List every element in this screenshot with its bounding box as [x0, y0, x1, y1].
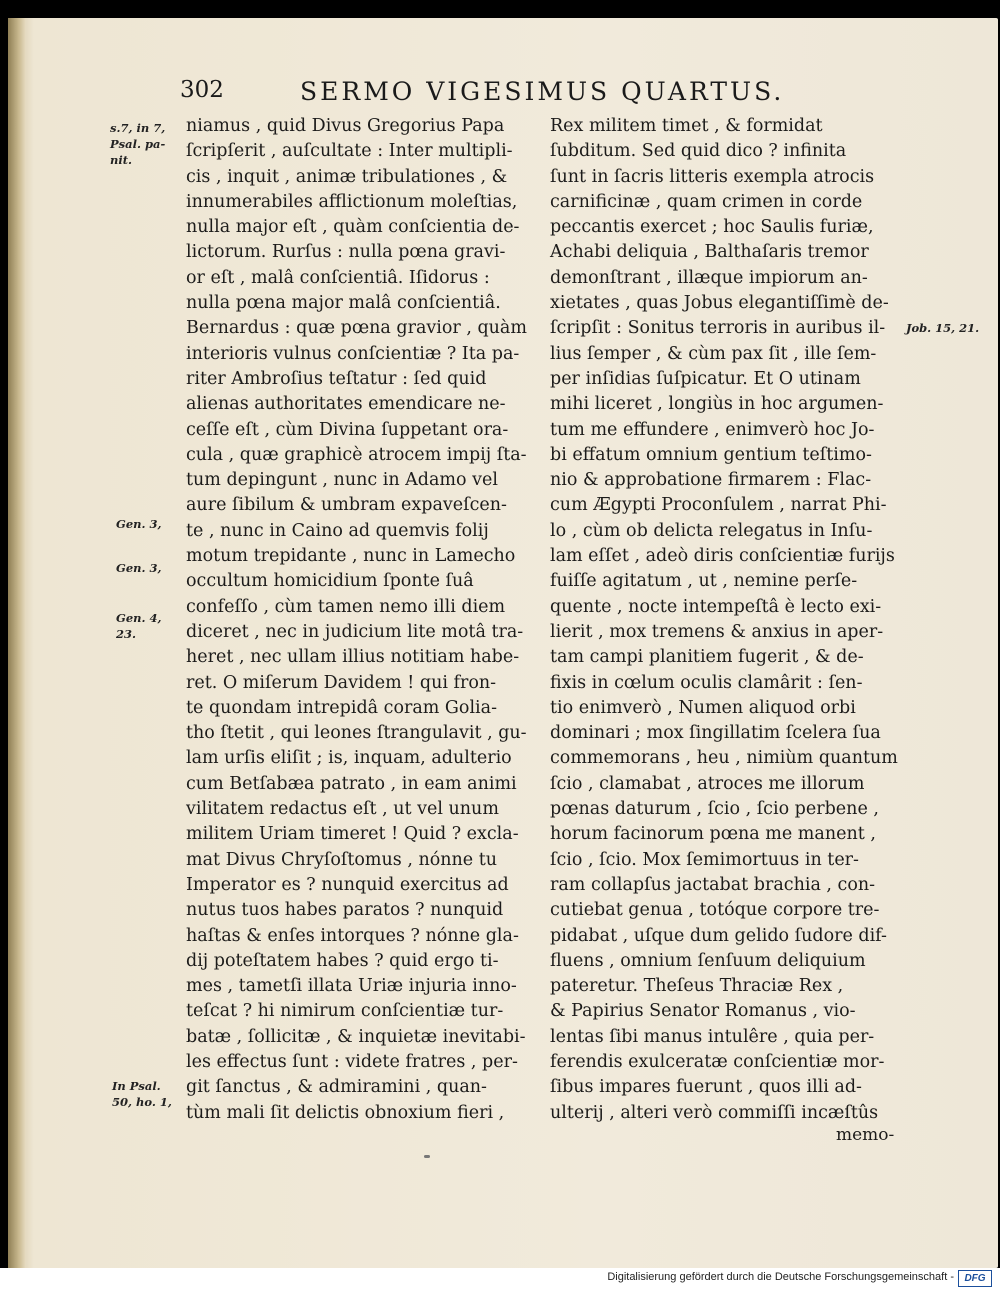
- text-line: riter Ambroſius teſtatur : ſed quid: [186, 368, 487, 389]
- text-line: tam campi planitiem fugerit , & de-: [550, 647, 864, 668]
- text-line: fluens , omnium ſenſuum deliquium: [550, 950, 866, 971]
- text-line: tum depingunt , nunc in Adamo vel: [186, 470, 498, 491]
- text-line: pœnas daturum , ſcio , ſcio perbene ,: [550, 799, 879, 820]
- text-line: demonſtrant , illæque impiorum an-: [550, 267, 868, 288]
- text-line: batæ , ſollicitæ , & inquietæ inevitabi-: [186, 1026, 526, 1047]
- text-line: nulla pœna major malâ conſcientiâ.: [186, 293, 501, 314]
- page-gutter: [8, 18, 26, 1268]
- text-line: nutus tuos habes paratos ? nunquid: [186, 900, 504, 921]
- text-line: tùm mali ſit delictis obnoxium fieri ,: [186, 1102, 505, 1123]
- text-line: Achabi deliquia , Balthaſaris tremor: [550, 242, 869, 263]
- text-line: confeſſo , cùm tamen nemo illi diem: [186, 596, 506, 617]
- text-line: pateretur. Theſeus Thraciæ Rex ,: [550, 976, 844, 997]
- text-line: or eſt , malâ conſcientiâ. Iſidorus :: [186, 267, 490, 288]
- text-line: per inſidias ſuſpicatur. Et O utinam: [550, 368, 861, 389]
- text-line: ret. O miſerum Davidem ! qui fron-: [186, 672, 497, 693]
- text-line: pidabat , uſque dum gelido ſudore dif-: [550, 925, 887, 946]
- text-line: ſcio , clamabat , atroces me illorum: [550, 773, 865, 794]
- text-line: lo , cùm ob delicta relegatus in Inſu-: [550, 520, 873, 541]
- text-line: mes , tametſi illata Uriæ injuria inno-: [186, 976, 517, 997]
- right-text-column: [550, 114, 902, 1126]
- text-line: ferendis exulceratæ conſcientiæ mor-: [550, 1051, 885, 1072]
- text-line: mihi liceret , longiùs in hoc argumen-: [550, 394, 884, 415]
- text-line: cula , quæ graphicè atrocem impij ſta-: [186, 444, 527, 465]
- text-line: lierit , mox tremens & anxius in aper-: [550, 621, 884, 642]
- text-line: cum Ægypti Proconſulem , narrat Phi-: [550, 495, 887, 516]
- text-line: ſibus impares fuerunt , quos illi ad-: [550, 1077, 862, 1098]
- text-line: te quondam intrepidâ coram Golia-: [186, 697, 497, 718]
- text-line: nulla major eſt , quàm conſcientia de-: [186, 217, 520, 238]
- margin-note-5: Job. 15, 21.: [906, 321, 980, 335]
- text-line: ulterij , alteri verò commiſſi incæſtûs: [550, 1102, 879, 1123]
- text-line: ſcripſerit , auſcultate : Inter multipli-: [186, 141, 513, 162]
- text-line: ſubditum. Sed quid dico ? infinita: [550, 141, 847, 162]
- text-line: dominari ; mox ſingillatim ſcelera ſua: [550, 723, 881, 744]
- text-line: te , nunc in Caino ad quemvis folij: [186, 520, 489, 541]
- text-line: lentas ſibi manus intulêre , quia per-: [550, 1026, 875, 1047]
- text-line: cum Betſabæa patrato , in eam animi: [186, 773, 517, 794]
- footer-bar: [0, 1268, 1000, 1289]
- text-line: cutiebat genua , totóque corpore tre-: [550, 900, 880, 921]
- text-line: militem Uriam timeret ! Quid ? excla-: [186, 824, 519, 845]
- text-line: commemorans , heu , nimiùm quantum: [550, 748, 898, 769]
- ink-smudge: [424, 1155, 430, 1158]
- text-line: alienas authoritates emendicare ne-: [186, 394, 506, 415]
- margin-note-3: Gen. 3,: [116, 561, 162, 575]
- text-line: lius ſemper , & cùm pax ſit , ille ſem-: [550, 343, 877, 364]
- text-line: ſcripſit : Sonitus terroris in auribus il-: [550, 318, 886, 339]
- text-line: xietates , quas Jobus elegantiſſimè de-: [550, 293, 889, 314]
- text-line: dij poteſtatem habes ? quid ergo ti-: [186, 950, 499, 971]
- text-line: les effectus ſunt : videte fratres , per-: [186, 1051, 518, 1072]
- text-line: diceret , nec in judicium lite motâ tra-: [186, 621, 524, 642]
- text-line: horum facinorum pœna me manent ,: [550, 824, 876, 845]
- text-line: occultum homicidium ſponte ſuâ: [186, 571, 474, 592]
- text-line: ram collapſus jactabat brachia , con-: [550, 874, 876, 895]
- running-title: SERMO VIGESIMUS QUARTUS.: [300, 77, 785, 106]
- margin-note-4: Gen. 4, 23.: [116, 611, 162, 641]
- text-line: ceſſe eſt , cùm Divina ſuppetant ora-: [186, 419, 509, 440]
- text-line: Rex militem timet , & formidat: [550, 116, 823, 136]
- margin-note-1: s.7, in 7, Psal. pa- nit.: [110, 121, 166, 167]
- text-line: mat Divus Chryſoſtomus , nónne tu: [186, 849, 498, 870]
- margin-note-6: In Psal. 50, ho. 1,: [112, 1079, 172, 1109]
- text-line: innumerabiles afflictionum moleſtias,: [186, 191, 518, 212]
- page-header: [180, 77, 785, 107]
- text-line: Bernardus : quæ pœna gravior , quàm: [186, 318, 527, 339]
- page-number: 302: [180, 77, 224, 103]
- text-line: & Papirius Senator Romanus , vio-: [550, 1001, 856, 1022]
- left-text-column: [186, 114, 526, 1126]
- text-line: bi effatum omnium gentium teſtimo-: [550, 444, 872, 465]
- text-line: lam eſſet , adeò diris conſcientiæ furijs: [550, 546, 895, 567]
- text-line: Imperator es ? nunquid exercitus ad: [186, 874, 509, 895]
- text-line: teſcat ? hi nimirum conſcientiæ tur-: [186, 1001, 504, 1022]
- text-line: peccantis exercet ; hoc Saulis furiæ,: [550, 217, 874, 238]
- margin-note-2: Gen. 3,: [116, 517, 162, 531]
- text-line: ſcio , ſcio. Mox ſemimortuus in ter-: [550, 849, 859, 870]
- text-line: motum trepidante , nunc in Lamecho: [186, 546, 516, 567]
- text-line: fuiſſe agitatum , ut , nemine perſe-: [550, 571, 858, 592]
- text-line: vilitatem redactus eſt , ut vel unum: [186, 799, 499, 820]
- text-line: git ſanctus , & admiramini , quan-: [186, 1077, 487, 1098]
- text-line: quente , nocte intempeſtâ è lecto exi-: [550, 596, 882, 617]
- footer-credit: Digitalisierung gefördert durch die Deutsche Forschungsgemeinschaft -: [607, 1271, 954, 1283]
- catchword: memo-: [836, 1125, 895, 1145]
- text-line: nio & approbatione firmarem : Flac-: [550, 470, 872, 491]
- text-line: heret , nec ullam illius notitiam habe-: [186, 647, 520, 668]
- text-line: cis , inquit , animæ tribulationes , &: [186, 166, 508, 187]
- text-line: carnificinæ , quam crimen in corde: [550, 191, 863, 212]
- text-line: haſtas & enſes intorques ? nónne gla-: [186, 925, 519, 946]
- text-line: fixis in cœlum oculis clamârit : ſen-: [550, 672, 863, 693]
- text-line: niamus , quid Divus Gregorius Papa: [186, 116, 505, 136]
- text-line: tho ſtetit , qui leones ſtrangulavit , gu-: [186, 723, 527, 744]
- text-line: interioris vulnus conſcientiæ ? Ita pa-: [186, 343, 520, 364]
- text-line: tum me effundere , enimverò hoc Jo-: [550, 419, 875, 440]
- text-line: aure ſibilum & umbram expaveſcen-: [186, 495, 507, 516]
- text-line: ſunt in ſacris litteris exempla atrocis: [550, 166, 875, 187]
- dfg-logo: DFG: [958, 1270, 992, 1287]
- text-line: tio enimverò , Numen aliquod orbi: [550, 697, 856, 718]
- text-line: lictorum. Rurſus : nulla pœna gravi-: [186, 242, 506, 263]
- text-line: lam urſis eliſit ; is, inquam, adulterio: [186, 748, 512, 769]
